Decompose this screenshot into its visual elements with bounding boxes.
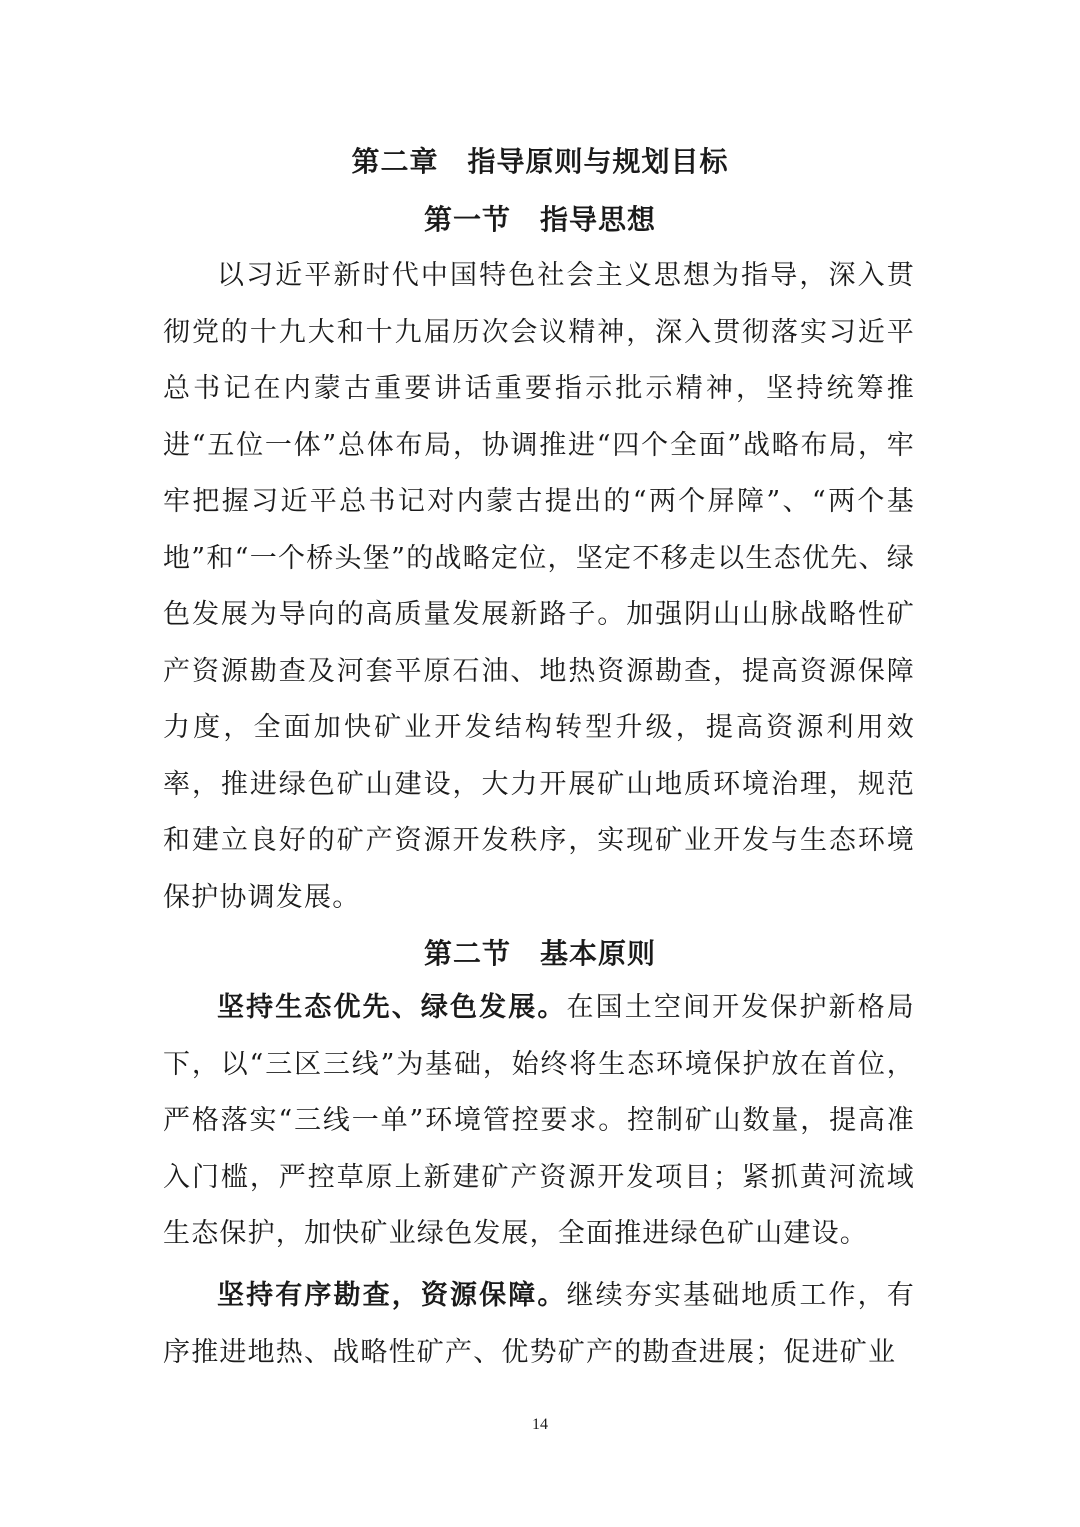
- paragraph: 以习近平新时代中国特色社会主义思想为指导，深入贯彻党的十九大和十九届历次会议精神，深入贯彻落实习近平总书记在内蒙古重要讲话重要指示批示精神，坚持统筹推进“五位一体”总体布局，协调推进“四个全面”战略布局，牢牢把握习近平总书记对内蒙古提出的“两个屏障”、“两个基地”和“一个桥头堡”的战略定位，坚定不移走以生态优先、绿色发展为导向的高质量发展新路子。加强阴山山脉战略性矿产资源勘查及河套平原石油、地热资源勘查，提高资源保障力度，全面加快矿业开发结构转型升级，提高资源利用效率，推进绿色矿山建设，大力开展矿山地质环境治理，规范和建立良好的矿产资源开发秩序，实现矿业开发与生态环境保护协调发展。: [163, 260, 915, 913]
- section-title: 第二节 基本原则: [423, 937, 656, 970]
- page-number: 14: [532, 1416, 548, 1433]
- body-text: [163, 248, 915, 926]
- principle-lead: 坚持生态优先、绿色发展。: [217, 992, 567, 1023]
- body-text: [163, 980, 915, 1263]
- body-text: [163, 1268, 915, 1381]
- section-title: 第一节 指导思想: [423, 203, 656, 236]
- principle-text: 继续夯实基础地质工作，有序推进地热、战略性矿产、优势矿产的勘查进展；促进矿业: [163, 1280, 916, 1368]
- principle-lead: 坚持有序勘查，资源保障。: [217, 1280, 567, 1311]
- paragraph: [163, 980, 915, 1263]
- paragraph: [163, 1268, 915, 1381]
- chapter-title: 第二章 指导原则与规划目标: [351, 145, 729, 178]
- principle-text: 在国土空间开发保护新格局下，以“三区三线”为基础，始终将生态环境保护放在首位，严格落实“三线一单”环境管控要求。控制矿山数量，提高准入门槛，严控草原上新建矿产资源开发项目；紧抓黄河流域生态保护，加快矿业绿色发展，全面推进绿色矿山建设。: [163, 992, 916, 1249]
